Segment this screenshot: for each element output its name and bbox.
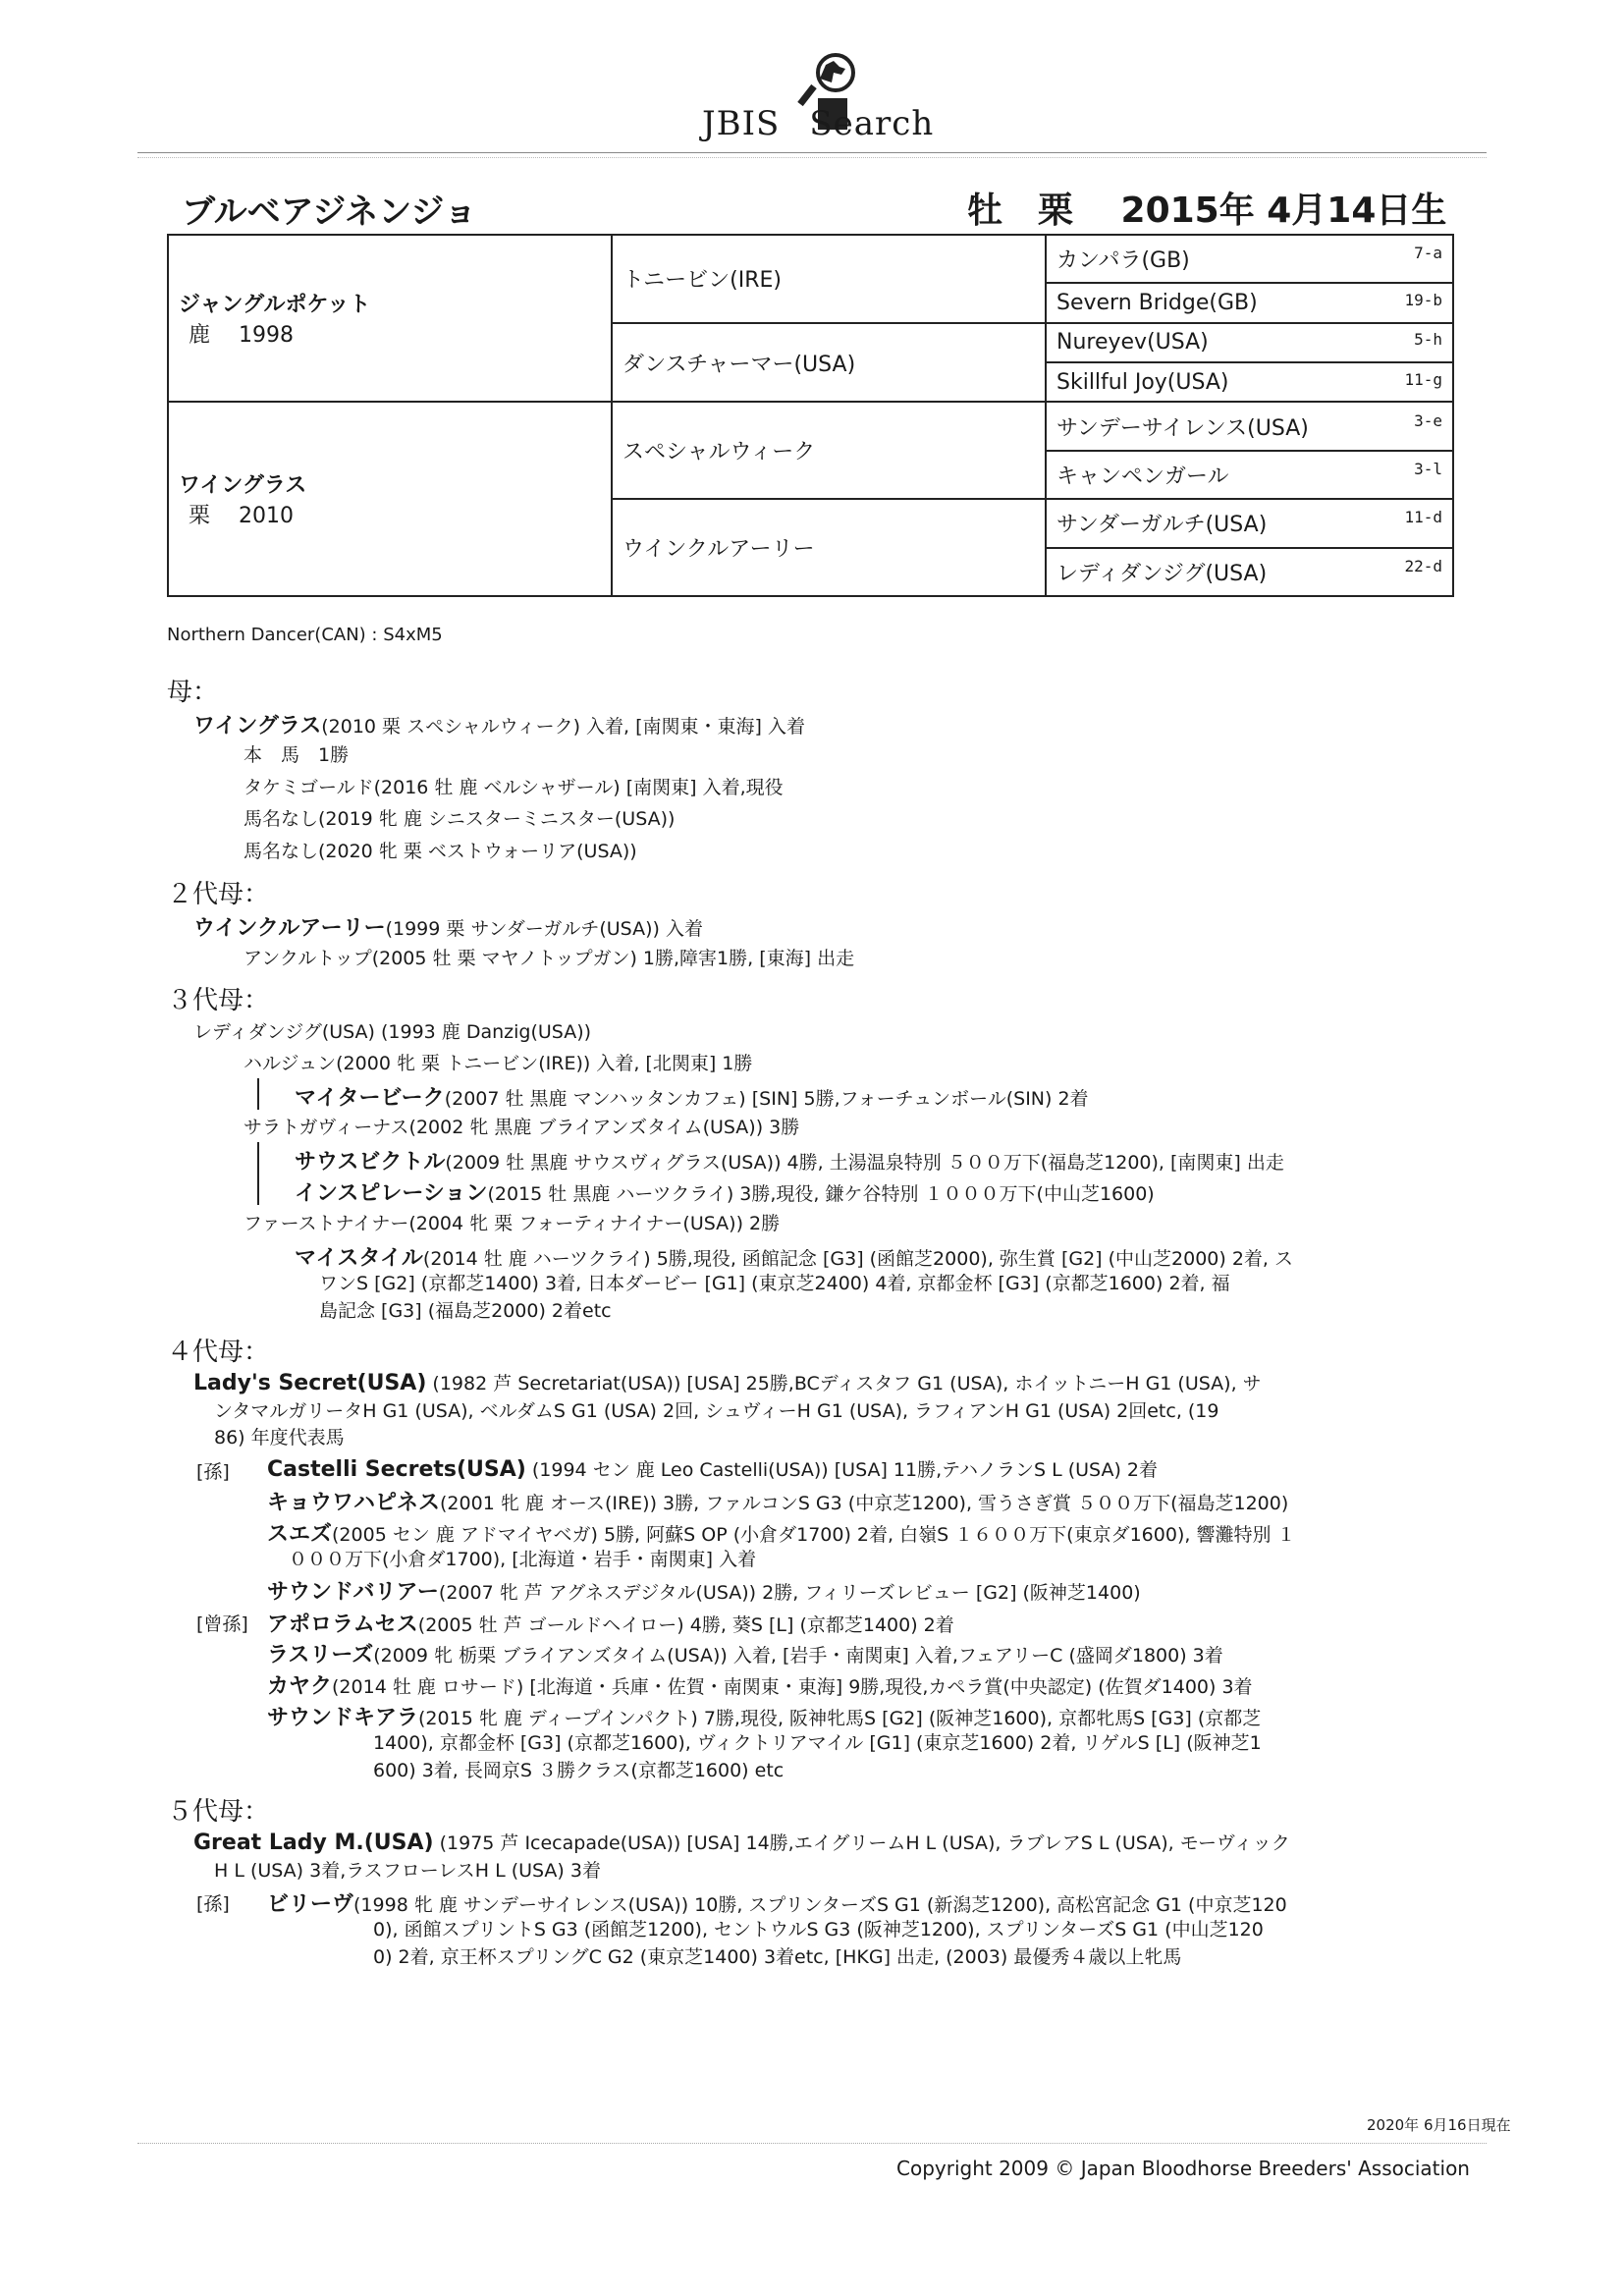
- dam5-line: 0), 函館スプリントS G3 (函館芝1200), セントウルS G3 (阪神芝1200), スプリンターズS G1 (中山芝120: [373, 1919, 1264, 1941]
- dam4-line: ラスリーズ(2009 牝 栃栗 ブライアンズタイム(USA)) 入着, [岩手・南関東] 入着,フェアリーC (盛岡ダ1800) 3着: [267, 1643, 1223, 1667]
- logo-text: JBIS Search: [702, 104, 935, 143]
- dam-sire: スペシャルウィーク: [612, 402, 1046, 499]
- g3-cell: サンデーサイレンス(USA) 3-e: [1046, 402, 1453, 450]
- dam3-line: ファーストナイナー(2004 牝 栗 フォーティナイナー(USA)) 2勝: [244, 1213, 781, 1234]
- sire-name: ジャングルポケット: [179, 293, 371, 318]
- g3-cell: キャンペンガール 3-l: [1046, 451, 1453, 499]
- header-rule: [137, 152, 1487, 153]
- dam4-line: キョウワハピネス(2001 牝 鹿 オース(IRE)) 3勝, ファルコンS G3 (中京芝1200), 雪うさぎ賞 ５００万下(福島芝1200): [267, 1491, 1289, 1515]
- dam3-line: ワンS [G2] (京都芝1400) 3着, 日本ダービー [G1] (東京芝2400) 4着, 京都金杯 [G3] (京都芝1600) 2着, 福: [319, 1273, 1230, 1294]
- dam4-line: ０００万下(小倉ダ1700), [北海道・岩手・南関東] 入着: [289, 1549, 757, 1570]
- dam5-line: H L (USA) 3着,ラスフローレスH L (USA) 3着: [214, 1860, 601, 1882]
- dam1-line: 馬名なし(2019 牝 鹿 シニスターミニスター(USA)): [244, 808, 676, 830]
- dam4-line: Castelli Secrets(USA) (1994 セン 鹿 Leo Castelli(USA)) [USA] 11勝,テハノランS L (USA) 2着: [267, 1457, 1159, 1482]
- dam4-line: 86) 年度代表馬: [214, 1427, 345, 1449]
- dam4-line: サウンドバリアー(2007 牝 芦 アグネスデジタル(USA)) 2勝, フィリーズレビュー [G2] (阪神芝1400): [267, 1580, 1141, 1605]
- footer-rule: [137, 2143, 1487, 2144]
- dam-cell: [168, 402, 612, 596]
- descendant-bar: [257, 1078, 259, 1110]
- dam4-tag: [曾孫]: [196, 1613, 248, 1635]
- dam5-tag: [孫]: [196, 1893, 230, 1915]
- dam4-line: アポロラムセス(2005 牡 芦 ゴールドヘイロー) 4勝, 葵S [L] (京都芝1400) 2着: [267, 1613, 954, 1637]
- dam4-line: Lady's Secret(USA) (1982 芦 Secretariat(USA)) [USA] 25勝,BCディスタフ G1 (USA), ホイットニーH G1 (USA), サ: [193, 1371, 1262, 1395]
- dam4-line: スエズ(2005 セン 鹿 アドマイヤベガ) 5勝, 阿蘇S OP (小倉ダ1700) 2着, 白嶺S １６００万下(東京ダ1600), 響灘特別 １: [267, 1522, 1296, 1547]
- dam3-line: レディダンジグ(USA) (1993 鹿 Danzig(USA)): [193, 1021, 592, 1043]
- section-dam4: ４代母：: [167, 1338, 270, 1367]
- dam1-line: ワイングラス(2010 栗 スペシャルウィーク) 入着, [南関東・東海] 入着: [193, 714, 805, 738]
- section-dam3: ３代母：: [167, 986, 270, 1015]
- sire-year: 鹿 1998: [189, 323, 294, 349]
- g3-cell: カンパラ(GB) 7-a: [1046, 235, 1453, 283]
- horse-info: 牡 栗 2015年 4月14日生: [967, 191, 1447, 231]
- dam3-line: マイスタイル(2014 牡 鹿 ハーツクライ) 5勝,現役, 函館記念 [G3] (函館芝2000), 弥生賞 [G2] (中山芝2000) 2着, ス: [295, 1246, 1294, 1271]
- g3-cell: Nureyev(USA) 5-h: [1046, 323, 1453, 362]
- as-of-date: 2020年 6月16日現在: [1367, 2116, 1511, 2134]
- dam1-line: 馬名なし(2020 牝 栗 ベストウォーリア(USA)): [244, 841, 637, 862]
- sire-cell: [168, 235, 612, 402]
- g3-cell: Skillful Joy(USA) 11-g: [1046, 362, 1453, 402]
- dam3-line: 島記念 [G3] (福島芝2000) 2着etc: [319, 1300, 612, 1322]
- g3-cell: サンダーガルチ(USA) 11-d: [1046, 499, 1453, 547]
- dam4-line: 600) 3着, 長岡京S ３勝クラス(京都芝1600) etc: [373, 1760, 785, 1781]
- dam4-tag: [孫]: [196, 1461, 230, 1483]
- descendant-bar: [257, 1142, 259, 1205]
- dam-year: 栗 2010: [189, 504, 294, 529]
- section-dam2: ２代母：: [167, 880, 270, 909]
- dam4-line: 1400), 京都金杯 [G3] (京都芝1600), ヴィクトリアマイル [G1] (東京芝1600) 2着, リゲルS [L] (阪神芝1: [373, 1732, 1262, 1754]
- dam3-line: インスピレーション(2015 牡 黒鹿 ハーツクライ) 3勝,現役, 鎌ケ谷特別 １０００万下(中山芝1600): [295, 1181, 1155, 1206]
- dam5-line: Great Lady M.(USA) (1975 芦 Icecapade(USA)) [USA] 14勝,エイグリームH L (USA), ラブレアS L (USA), モーヴィック: [193, 1831, 1290, 1855]
- jbis-logo: [702, 47, 938, 145]
- dam4-line: カヤク(2014 牡 鹿 ロサード) [北海道・兵庫・佐賀・南関東・東海] 9勝,現役,カペラ賞(中央認定) (佐賀ダ1400) 3着: [267, 1674, 1253, 1699]
- copyright: Copyright 2009 © Japan Bloodhorse Breeders' Association: [896, 2157, 1470, 2180]
- dam-name: ワイングラス: [179, 473, 307, 499]
- horse-name: ブルベアジネンジョ: [182, 192, 477, 232]
- pedigree-table: [167, 234, 1454, 597]
- header-rule-dotted: [137, 157, 1487, 158]
- dam3-line: サラトガヴィーナス(2002 牝 黒鹿 ブライアンズタイム(USA)) 3勝: [244, 1117, 800, 1138]
- g3-cell: Severn Bridge(GB) 19-b: [1046, 283, 1453, 322]
- dam5-line: 0) 2着, 京王杯スプリングC G2 (東京芝1400) 3着etc, [HKG] 出走, (2003) 最優秀４歳以上牝馬: [373, 1946, 1182, 1968]
- dam5-line: ビリーヴ(1998 牝 鹿 サンデーサイレンス(USA)) 10勝, スプリンターズS G1 (新潟芝1200), 高松宮記念 G1 (中京芝120: [267, 1892, 1287, 1917]
- section-dam5: ５代母：: [167, 1797, 270, 1827]
- dam4-line: サウンドキアラ(2015 牝 鹿 ディープインパクト) 7勝,現役, 阪神牝馬S [G2] (阪神芝1600), 京都牝馬S [G3] (京都芝: [267, 1706, 1262, 1730]
- sire-sire: トニービン(IRE): [612, 235, 1046, 323]
- dam1-line: 本 馬 1勝: [244, 744, 350, 766]
- dam3-line: マイタービーク(2007 牡 黒鹿 マンハッタンカフェ) [SIN] 5勝,フォーチュンボール(SIN) 2着: [295, 1086, 1089, 1111]
- inbreeding-note: Northern Dancer(CAN) : S4xM5: [167, 625, 443, 645]
- g3-cell: レディダンジグ(USA) 22-d: [1046, 548, 1453, 596]
- dam2-line: ウインクルアーリー(1999 栗 サンダーガルチ(USA)) 入着: [193, 916, 703, 941]
- dam1-line: タケミゴールド(2016 牡 鹿 ベルシャザール) [南関東] 入着,現役: [244, 777, 784, 798]
- dam2-line: アンクルトップ(2005 牡 栗 マヤノトップガン) 1勝,障害1勝, [東海] 出走: [244, 948, 855, 969]
- dam-dam: ウインクルアーリー: [612, 499, 1046, 596]
- sire-dam: ダンスチャーマー(USA): [612, 323, 1046, 403]
- dam3-line: サウスビクトル(2009 牡 黒鹿 サウスヴィグラス(USA)) 4勝, 土湯温泉特別 ５００万下(福島芝1200), [南関東] 出走: [295, 1150, 1284, 1175]
- dam4-line: ンタマルガリータH G1 (USA), ベルダムS G1 (USA) 2回, シュヴィーH G1 (USA), ラフィアンH G1 (USA) 2回etc, (19: [214, 1400, 1219, 1422]
- dam3-line: ハルジュン(2000 牝 栗 トニービン(IRE)) 入着, [北関東] 1勝: [244, 1053, 753, 1074]
- section-dam: 母：: [167, 678, 219, 707]
